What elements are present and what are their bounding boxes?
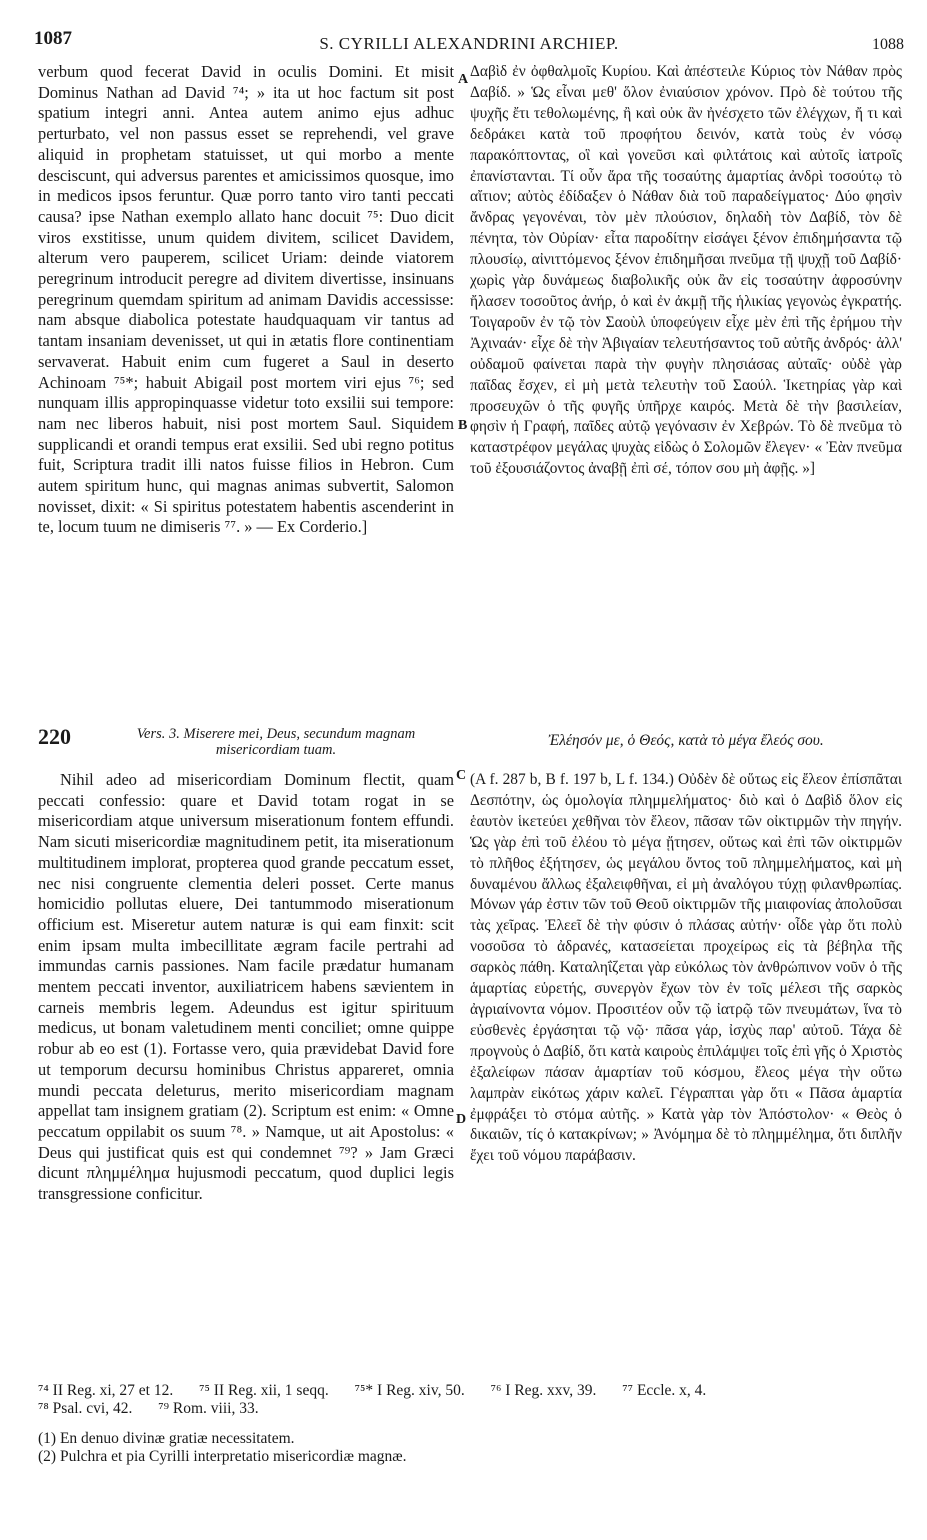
section-heading-latin — [38, 726, 454, 770]
editorial-note: (2) Pulchra et pia Cyrilli interpretatio misericordiæ magnæ. — [38, 1448, 407, 1465]
footnote-ref: ⁷⁷ Eccle. x, 4. — [622, 1382, 707, 1399]
section-number: 220 — [38, 724, 71, 749]
page-header — [34, 28, 904, 58]
section-title-greek: Ἐλέησόν με, ὁ Θεός, κατὰ τὸ μέγα ἔλεός σου. — [548, 732, 824, 749]
editorial-notes — [38, 1430, 898, 1466]
margin-marker-c: C — [456, 768, 467, 783]
running-title: S. CYRILLI ALEXANDRINI ARCHIEP. — [319, 34, 619, 53]
margin-marker-b: B — [458, 418, 468, 433]
margin-marker-a: A — [458, 72, 469, 87]
greek-column — [470, 62, 902, 1458]
editorial-note: (1) En denuo divinæ gratiæ necessitatem. — [38, 1430, 295, 1447]
footnotes — [38, 1382, 898, 1466]
margin-marker-d: D — [456, 1112, 467, 1127]
page-number-right: 1088 — [872, 36, 904, 53]
latin-column — [38, 62, 454, 1452]
section-title-latin: Vers. 3. Miserere mei, Deus, secundum magnam misericordiam tuam. — [136, 726, 416, 758]
footnote-ref: ⁷⁵* I Reg. xiv, 50. — [354, 1382, 465, 1399]
footnote-ref: ⁷⁹ Rom. viii, 33. — [158, 1400, 259, 1417]
footnote-ref: ⁷⁸ Psal. cvi, 42. — [38, 1400, 133, 1417]
scripture-references — [38, 1382, 898, 1418]
section-heading-greek — [470, 726, 902, 770]
footnote-ref: ⁷⁵ II Reg. xii, 1 seqq. — [199, 1382, 329, 1399]
footnote-ref: ⁷⁴ II Reg. xi, 27 et 12. — [38, 1382, 174, 1399]
greek-body-text: (A f. 287 b, B f. 197 b, L f. 134.) Οὐδὲν δὲ οὕτως εἰς ἔλεον ἐπίσπᾶται Δεσπότην, ὡς ὁμολογία πλημμελήματος· διὸ καὶ ὁ Δαβὶδ ὅλον εἰς ἑαυτὸν ἱκετεύει χεθῆναι τὸν ἔλεον, πᾶσαν τῶν οἰκτιρμῶν τὴν πηγήν. Ὡς γὰρ ἐπὶ τοῦ ἐλέου τὸ μέγα ᾔτησεν, οὕτως καὶ ἐπὶ τῶν οἰκτιρμῶν τὸ πλῆθος ἐξήτησεν, ὡς μεγάλου ὄντος τοῦ πλημμελήματος, καὶ μὴ δυναμένου ἄλλως ἐξαλειφθῆναι, εἰ μὴ ἀναλόγου τύχῃ φιλανθρωπίας. Μόνων γάρ ἐστιν τῶν τοῦ Θεοῦ οἰκτιρμῶν τῆς μιαιφονίας ἀπολοῦσαι τὰς χεῖρας. Ἐλεεῖ δὲ τὴν φύσιν ὁ πλάσας αὐτήν· οἶδε γὰρ ὅτι πολὺ νοσοῦσα τὸ ἀδρανές, κατασείεται προχείρως εἰς τὰ βέβηλα τῆς σαρκὸς πάθη. Καταληΐζεται γὰρ εὐκόλως τὸν ἀνθρώπινον νοῦν ὁ τῆς ἁμαρτίας εὑρετής, συνεργὸν ἔχων τὸν ἐν τοῖς μέλεσι τῆς σαρκὸς ἀγριαίνοντα νόμον. Προσιτέον οὖν τῷ ἰατρῷ τῶν πνευμάτων, ἵνα τὸ εὐσθενὲς ἐργάσηται τῷ νῷ· πᾶσα γάρ, ἰσχὺς παρ' αὐτοῦ. Τάχα δὲ προγνοὺς ὁ Δαβίδ, ὅτι κατὰ καιροὺς ἐπιλάμψει τοῖς ἐπὶ γῆς ὁ Χριστὸς ἐξαλείφων πάσαν ἁμαρτίαν τοῦ κόσμου, ἔλεος μέγα τὴν οὕτω λαμπρὰν εἰκότως χάριν καλεῖ. Γέγραπται γὰρ ὅτι « Πᾶσα ἁμαρτία ἐμφράξει τὸ στόμα αὐτῆς. » Κατὰ γὰρ τὸν Ἀπόστολον· « Θεὸς ὁ δικαιῶν, τίς ὁ κατακρίνων; » Ἀνόμημα δὲ τὸ πλημμέλημα, ὅτι διπλῆν ἔχει τοῦ νόμου παράβασιν. — [470, 771, 902, 1165]
page-number-left: 1087 — [34, 28, 72, 49]
greek-continuation-text: Δαβὶδ ἐν ὀφθαλμοῖς Κυρίου. Καὶ ἀπέστειλε Κύριος τὸν Νάθαν πρὸς Δαβίδ. » Ὡς εἶναι μεθ' ὅλον ἐνιαύσιον χρόνον. Πρὸ δὲ τούτου τῆς ψυχῆς ἔτι τεθολωμένης, ἢ καὶ οὐκ ἂν ἠνέσχετο τῶν ἐλέγχων, ἤ τι καὶ δεδράκει κατὰ τοῦ προφήτου δεινόν, κατὰ τοὺς ἐν νόσῳ παρακόπτοντας, οἳ καὶ γονεῦσι καὶ φιλτάτοις καὶ αὐτοῖς ἰατροῖς ἐπανίστανται. Τί οὖν ἄρα τῆς τοσαύτης ἁμαρτίας ἀνδρὶ τοσούτῳ τὸ αἴτιον; αὐτὸς ἐδίδαξεν ὁ Νάθαν διὰ τοῦ παραδείγματος· Δύο φησὶν ἄνδρας γεγονέναι, τὸν μὲν πλούσιον, δηλαδὴ τὸν Δαβίδ, τὸν δὲ πένητα, τὸν Οὐρίαν· εἶτα παροδίτην εἰσάγει ξένον ἐπιδημήσαντα τῷ πλουσίῳ, αἰνιττόμενος ξένον ἐπιδημῆσαι πνεῦμα τῇ ψυχῇ τοῦ Δαβίδ· χωρὶς γὰρ δυνάμεως διαβολικῆς οὐκ ἂν εἰς τοσαύτην ἀφροσύνην ἤλασεν τοσοῦτος ἀνήρ, ὁ καὶ ἐν ἀκμῇ τῆς ἡλικίας γεγονὼς ἐγκρατής. Τοιγαροῦν ἐν τῷ τὸν Σαοὺλ ὑποφεύγειν εἶχε μὲν ἐπὶ τῆς ἐρήμου τὴν Ἀχιναάν· εἶχε δὲ τὴν Ἀβιγαίαν τελευτήσαντος τοῦ αὐτῆς ἀνδρός· ἀλλ' οὐδαμοῦ φαίνεται παρὰ τὴν φυγὴν πλησιάσας αὐταῖς· οὐδὲ γὰρ παῖδας ἔσχεν, εἰ μὴ μετὰ τελευτὴν τοῦ Σαούλ. Ἱκετηρίας γὰρ καὶ προσευχῶν ὁ τῆς φυγῆς ὑπῆρχε καιρός. Μετὰ δὲ τὴν βασιλείαν, φησὶν ἡ Γραφή, παῖδες αὐτῷ γεγόνασιν ἐν Χεβρών. Τὸ δὲ πνεῦμα τὸ καταστρέφον μεγάλας ψυχὰς εἰδὼς ὁ Σολομῶν ἔλεγεν· « Ἐὰν πνεῦμα τοῦ ἐξουσιάζοντος ἀναβῇ ἐπὶ σέ, τόπον σου μὴ ἀφῇς. »] — [470, 63, 902, 478]
footnote-ref: ⁷⁶ I Reg. xxv, 39. — [490, 1382, 597, 1399]
latin-body-text: Nihil adeo ad misericordiam Dominum flectit, quam peccati confessio: quare et David totam rogat in se misericordiam atque universum miserationum fontem effundi. Nam sicuti misericordiæ magnitudinem petit, ita miserationum multitudinem implorat, propterea quod grande peccatum esset, nec nisi congruente clementia deleri posset. Certe manus homicidio pollutas eluere, Dei tantummodo miserationum officium est. Miseretur autem naturæ is qui eam finxit: scit enim ipsam multa imbecillitate ægram facile pertrahi ad immundas carnis passiones. Nam facile prædatur humanam mentem peccati inventor, auxiliatricem habens sævientem in carneis membris legem. Adeundus est igitur spirituum medicus, ut bonam valetudinem menti conciliet; omne quippe robur ab eo est (1). Fortasse vero, quia prævidebat David fore ut temporum decursu hominibus Christus appareret, omnia mundi peccata deleturus, merito misericordiam magnam appellat tam insignem gratiam (2). Scriptum est enim: « Omne peccatum oppilabit os suum ⁷⁸. » Namque, ut ait Apostolus: « Deus qui justificat quis est qui condemnet ⁷⁹? » Jam Græci dicunt πλημμέλημα hujusmodi peccatum, quod duplici legis transgressione conficitur. — [38, 770, 454, 1204]
latin-continuation-text: verbum quod fecerat David in oculis Domini. Et misit Dominus Nathan ad David ⁷⁴; » ita ut hoc factum sit post spatium integri anni. Antea autem animo ejus adhuc perturbato, vel non passus esset se reprehendi, vel grave aliquid in prophetam statuisset, ut qui morbo a mente desciscunt, qui adversus parentes et amicissimos quosque, imo in medicos ipsos feruntur. Quæ porro tanto viro tanti peccati causa? ipse Nathan exemplo allato hanc docuit ⁷⁵: Duo dicit viros exstitisse, unum quidem divitem, scilicet Davidem, alterum vero pauperem, scilicet Uriam: deinde viatorem peregrinum introducit peregre ad divitem divertisse, insinuans peregrinum quemdam spiritum ad animam Davidis accessisse: nam absque diabolica potestate haudquaquam vir tantus ad tantam insaniam devenisset, ut qui in ætatis flore continentiam servaverat. Habuit enim cum fugeret a Saul in deserto Achinoam ⁷⁵*; habuit Abigail post mortem viri ejus ⁷⁶; sed nunquam illis appropinquasse videtur toto exsilii sui tempore: nam nec liberos habuit, nisi post mortem Saul. Siquidem supplicandi et orandi tempus erat exsilii. Sed ubi regno potitus fuit, Scriptura tradit illi natos fuisse filios in Hebron. Cum autem spiritum hunc, qui magnas animas subvertit, Salomon novisset, dixit: « Si spiritus potestatem habentis ascenderint in te, locum tuum ne dimiseris ⁷⁷. » — Ex Corderio.] — [38, 62, 454, 537]
